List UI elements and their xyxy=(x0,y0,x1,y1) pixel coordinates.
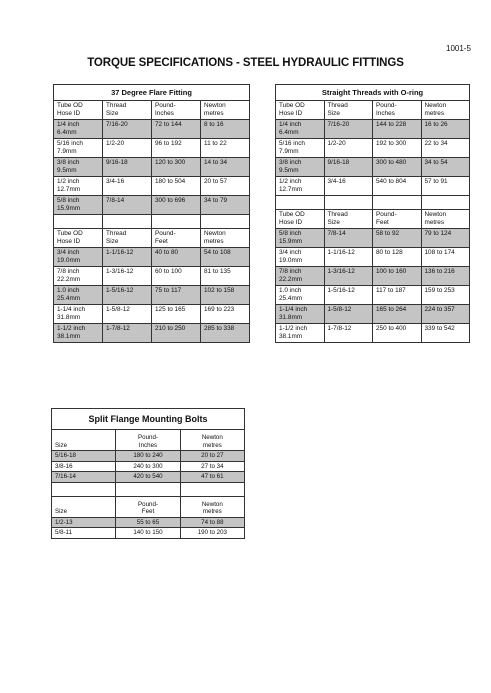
table-row xyxy=(276,286,470,305)
table-cell: 75 to 117 xyxy=(152,286,201,305)
table-cell: 339 to 542 xyxy=(421,324,470,343)
table-cell: 165 to 264 xyxy=(373,305,422,324)
table-row xyxy=(52,461,245,472)
table-row xyxy=(54,286,250,305)
table-spacer-row xyxy=(276,196,470,210)
table-cell: 1-1/16-12 xyxy=(324,248,373,267)
table-cell: Pound- Inches xyxy=(373,101,422,120)
table-cell xyxy=(152,215,201,229)
table-cell: 55 to 65 xyxy=(116,517,180,528)
table-cell: Newton metres xyxy=(201,101,250,120)
table-cell: 47 to 61 xyxy=(180,472,244,483)
table-cell: 1-5/8-12 xyxy=(103,305,152,324)
table-cell: 34 to 54 xyxy=(421,158,470,177)
table-cell: 5/8 inch 15.9mm xyxy=(54,196,103,215)
table-cell: Thread Size xyxy=(103,229,152,248)
table-cell xyxy=(54,215,103,229)
table-cell: Newton metres xyxy=(180,430,244,451)
table-cell: 7/16-20 xyxy=(103,120,152,139)
table-cell: Newton metres xyxy=(421,101,470,120)
table-cell: 140 to 150 xyxy=(116,528,180,539)
table-cell: 1-5/8-12 xyxy=(324,305,373,324)
table-cell: 3/4 inch 19.0mm xyxy=(276,248,325,267)
table-cell: 34 to 79 xyxy=(201,196,250,215)
table-cell: 7/8-14 xyxy=(324,229,373,248)
table-row xyxy=(276,248,470,267)
table-cell: 74 to 88 xyxy=(180,517,244,528)
table-caption: Split Flange Mounting Bolts xyxy=(52,409,245,430)
table-cell: 80 to 128 xyxy=(373,248,422,267)
table-row xyxy=(276,120,470,139)
table-row xyxy=(276,139,470,158)
table-cell: 1.0 inch 25.4mm xyxy=(276,286,325,305)
table-cell: Tube OD Hose ID xyxy=(54,229,103,248)
table-cell: 40 to 80 xyxy=(152,248,201,267)
table-cell: 60 to 100 xyxy=(152,267,201,286)
table-cell: 540 to 804 xyxy=(373,177,422,196)
table-cell: 1/2 inch 12.7mm xyxy=(54,177,103,196)
table-cell: 7/16-20 xyxy=(324,120,373,139)
table-cell: 117 to 187 xyxy=(373,286,422,305)
table-header-row xyxy=(52,496,245,517)
table-row xyxy=(54,267,250,286)
split-flange-table xyxy=(51,408,245,539)
table-cell: 210 to 250 xyxy=(152,324,201,343)
table-row xyxy=(276,305,470,324)
table-row xyxy=(52,472,245,483)
table-cell: 96 to 192 xyxy=(152,139,201,158)
table-cell: 20 to 27 xyxy=(180,451,244,462)
table-cell xyxy=(373,196,422,210)
table-cell: Tube OD Hose ID xyxy=(54,101,103,120)
page-number: 1001-5 xyxy=(446,44,471,53)
table-cell xyxy=(52,482,116,496)
table-cell: 120 to 300 xyxy=(152,158,201,177)
table-cell: 1-3/16-12 xyxy=(324,267,373,286)
table-cell: 180 to 504 xyxy=(152,177,201,196)
table-spacer-row xyxy=(52,482,245,496)
flare-fitting-table xyxy=(53,84,250,343)
table-row xyxy=(276,177,470,196)
table-cell: 102 to 158 xyxy=(201,286,250,305)
table-row xyxy=(276,324,470,343)
table-cell: 180 to 240 xyxy=(116,451,180,462)
table-row xyxy=(52,528,245,539)
table-cell: 3/4 inch 19.0mm xyxy=(54,248,103,267)
table-row xyxy=(54,196,250,215)
table-cell: 224 to 357 xyxy=(421,305,470,324)
table-cell: 300 to 696 xyxy=(152,196,201,215)
table-cell: 7/8 inch 22.2mm xyxy=(276,267,325,286)
table-cell: 8 to 16 xyxy=(201,120,250,139)
table-cell: 1/4 inch 6.4mm xyxy=(54,120,103,139)
table-cell: Thread Size xyxy=(324,101,373,120)
table-cell: 144 to 228 xyxy=(373,120,422,139)
table-cell xyxy=(201,215,250,229)
table-cell: 5/16-18 xyxy=(52,451,116,462)
table-row xyxy=(54,120,250,139)
table-cell: 1-1/4 inch 31.8mm xyxy=(54,305,103,324)
table-cell: 125 to 165 xyxy=(152,305,201,324)
table-cell: 1/4 inch 6.4mm xyxy=(276,120,325,139)
table-cell: Pound- Inches xyxy=(116,430,180,451)
table-row xyxy=(54,305,250,324)
table-cell: 14 to 34 xyxy=(201,158,250,177)
table-row xyxy=(54,248,250,267)
table-cell: 1-7/8-12 xyxy=(324,324,373,343)
table-row xyxy=(54,177,250,196)
table-cell: Pound- Feet xyxy=(152,229,201,248)
table-cell xyxy=(180,482,244,496)
table-cell: 5/8-11 xyxy=(52,528,116,539)
table-cell xyxy=(103,215,152,229)
table-cell: 1/2-20 xyxy=(103,139,152,158)
table-row xyxy=(52,517,245,528)
table-spacer-row xyxy=(54,215,250,229)
table-header-row xyxy=(54,101,250,120)
table-cell: Thread Size xyxy=(324,210,373,229)
table-cell: 22 to 34 xyxy=(421,139,470,158)
table-row xyxy=(54,139,250,158)
table-cell: 72 to 144 xyxy=(152,120,201,139)
table-cell: 3/8 inch 9.5mm xyxy=(54,158,103,177)
table-row xyxy=(276,229,470,248)
table-cell: 54 to 108 xyxy=(201,248,250,267)
table-cell: 1/2-20 xyxy=(324,139,373,158)
table-cell: 81 to 135 xyxy=(201,267,250,286)
page-title: TORQUE SPECIFICATIONS - STEEL HYDRAULIC FITTINGS xyxy=(87,57,404,69)
table-cell xyxy=(116,482,180,496)
table-cell: Thread Size xyxy=(103,101,152,120)
table-row xyxy=(54,158,250,177)
table-cell: 5/16 inch 7.9mm xyxy=(54,139,103,158)
table-cell: Newton metres xyxy=(201,229,250,248)
table-cell: 1-5/16-12 xyxy=(324,286,373,305)
table-cell: 9/16-18 xyxy=(103,158,152,177)
table-cell: 190 to 203 xyxy=(180,528,244,539)
table-cell: 20 to 57 xyxy=(201,177,250,196)
table-cell: 285 to 338 xyxy=(201,324,250,343)
table-cell: 1-7/8-12 xyxy=(103,324,152,343)
table-cell: 58 to 92 xyxy=(373,229,422,248)
table-cell: 169 to 223 xyxy=(201,305,250,324)
table-cell: 57 to 91 xyxy=(421,177,470,196)
table-caption: Straight Threads with O-ring xyxy=(276,85,470,101)
table-cell: 1-1/2 inch 38.1mm xyxy=(54,324,103,343)
table-cell: Pound- Feet xyxy=(373,210,422,229)
table-cell: 136 to 216 xyxy=(421,267,470,286)
table-cell: Size xyxy=(52,430,116,451)
table-cell: 1/2 inch 12.7mm xyxy=(276,177,325,196)
table-cell: 11 to 22 xyxy=(201,139,250,158)
table-cell: 420 to 540 xyxy=(116,472,180,483)
table-cell: 5/16 inch 7.9mm xyxy=(276,139,325,158)
table-cell: 1-1/16-12 xyxy=(103,248,152,267)
table-caption: 37 Degree Flare Fitting xyxy=(54,85,250,101)
table-header-row xyxy=(52,430,245,451)
table-cell: 27 to 34 xyxy=(180,461,244,472)
table-cell: 240 to 300 xyxy=(116,461,180,472)
table-cell: 1-3/16-12 xyxy=(103,267,152,286)
table-cell: 1-1/2 inch 38.1mm xyxy=(276,324,325,343)
table-cell: 1-5/16-12 xyxy=(103,286,152,305)
table-cell: Pound- Feet xyxy=(116,496,180,517)
table-cell xyxy=(276,196,325,210)
table-cell: 300 to 480 xyxy=(373,158,422,177)
table-cell: 1-1/4 inch 31.8mm xyxy=(276,305,325,324)
table-cell: Newton metres xyxy=(421,210,470,229)
table-header-row xyxy=(276,210,470,229)
table-cell: 100 to 160 xyxy=(373,267,422,286)
table-cell xyxy=(421,196,470,210)
table-cell: 108 to 174 xyxy=(421,248,470,267)
table-cell: Tube OD Hose ID xyxy=(276,210,325,229)
table-row xyxy=(54,324,250,343)
table-cell: 250 to 400 xyxy=(373,324,422,343)
table-cell: Newton metres xyxy=(180,496,244,517)
table-cell: 9/16-18 xyxy=(324,158,373,177)
table-cell: 79 to 124 xyxy=(421,229,470,248)
table-cell: 7/16-14 xyxy=(52,472,116,483)
table-row xyxy=(276,158,470,177)
table-cell: 1.0 inch 25.4mm xyxy=(54,286,103,305)
table-cell: 3/4-16 xyxy=(324,177,373,196)
table-cell: 1/2-13 xyxy=(52,517,116,528)
table-cell: 7/8 inch 22.2mm xyxy=(54,267,103,286)
table-cell: 16 to 26 xyxy=(421,120,470,139)
table-header-row xyxy=(276,101,470,120)
table-cell: 3/8-16 xyxy=(52,461,116,472)
table-cell: Size xyxy=(52,496,116,517)
table-row xyxy=(52,451,245,462)
table-cell: Tube OD Hose ID xyxy=(276,101,325,120)
table-cell xyxy=(324,196,373,210)
table-row xyxy=(276,267,470,286)
table-cell: 159 to 253 xyxy=(421,286,470,305)
table-cell: 5/8 inch 15.9mm xyxy=(276,229,325,248)
table-cell: 7/8-14 xyxy=(103,196,152,215)
oring-table xyxy=(275,84,470,343)
table-cell: 192 to 300 xyxy=(373,139,422,158)
table-header-row xyxy=(54,229,250,248)
table-cell: 3/4-16 xyxy=(103,177,152,196)
table-cell: 3/8 inch 9.5mm xyxy=(276,158,325,177)
table-cell: Pound- Inches xyxy=(152,101,201,120)
